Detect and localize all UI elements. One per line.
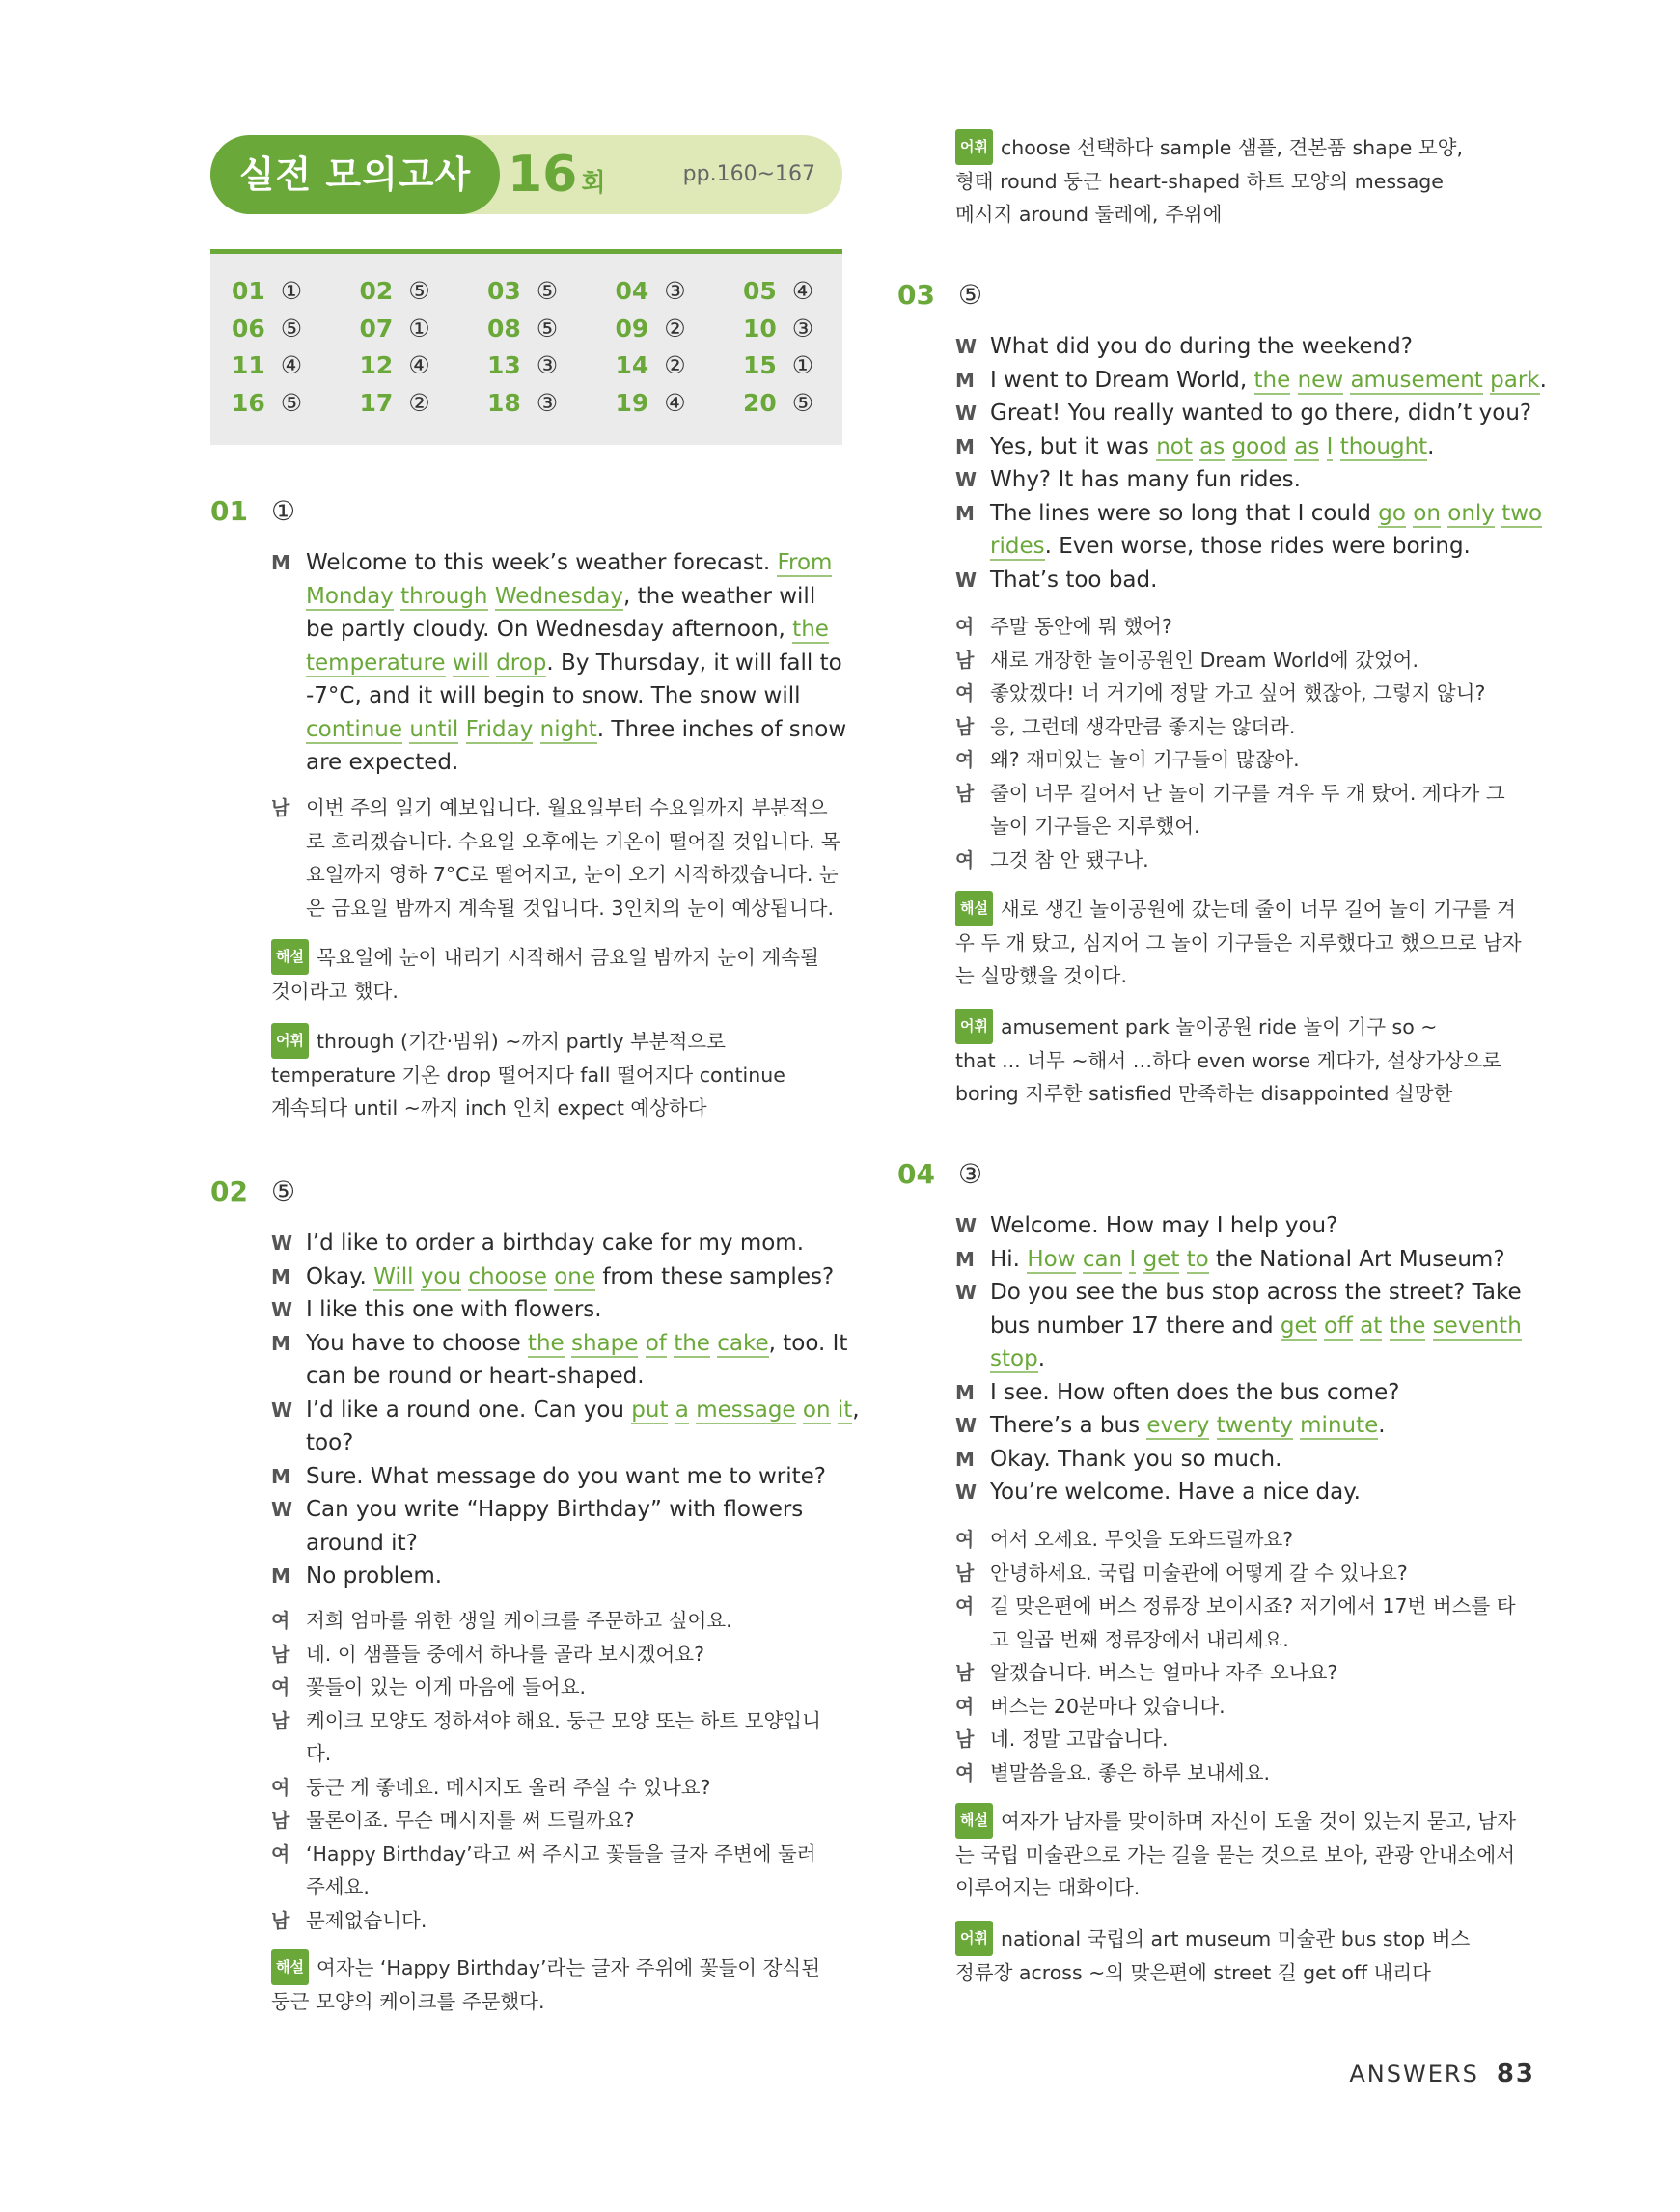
translation-line: 남 응, 그런데 생각만큼 좋지는 않더라. (955, 710, 1505, 744)
translation-line: 남 문제없습니다. (271, 1904, 821, 1938)
explanation-line: 해설 목요일에 눈이 내리기 시작해서 금요일 밤까지 눈이 계속될 (271, 941, 819, 975)
translation-line: 여 주말 동안에 뭐 했어? (955, 610, 1505, 644)
blank-answer: cake (717, 1330, 769, 1356)
blank-answer: the (1389, 1313, 1426, 1339)
vocab-line: 메시지 around 둘레에, 주위에 (955, 203, 1223, 226)
page-footer (1349, 2060, 1535, 2088)
vocab-line: 어휘 through (기간·범위) ~까지 partly 부분적으로 (271, 1025, 785, 1059)
blank-answer: Wednesday (494, 583, 623, 609)
blank-answer: amusement (1350, 367, 1483, 393)
translation-line: 여 어서 오세요. 무엇을 도와드릴까요? (955, 1523, 1516, 1557)
blank-answer: message (696, 1396, 796, 1423)
q02-script (271, 1227, 860, 1593)
speaker-label: 여 (955, 615, 975, 638)
explanation-line: 이루어지는 대화이다. (955, 1876, 1141, 1899)
translation-line: 남 물론이죠. 무슨 메시지를 써 드릴까요? (271, 1804, 821, 1838)
blank-answer: as (1294, 433, 1320, 459)
speaker-label: W (955, 468, 978, 491)
blank-answer: the (527, 1330, 565, 1356)
question-03-heading (897, 279, 982, 311)
answer-cell (360, 351, 476, 379)
speaker-label: 남 (955, 1561, 975, 1585)
script-line: Monday through Wednesday, the weather will (306, 583, 816, 609)
translation-line: 남 네. 이 샘플들 중에서 하나를 골라 보시겠어요? (271, 1638, 821, 1672)
answer-mark: ⑤ (280, 314, 303, 343)
blank-answer: Will (373, 1263, 414, 1289)
translation-line: 여 꽃들이 있는 이게 마음에 들어요. (271, 1671, 821, 1704)
page-number: 83 (1496, 2060, 1535, 2088)
blank-answer: park (1490, 367, 1540, 393)
vocab-line: boring 지루한 satisfied 만족하는 disappointed 실망한 (955, 1082, 1453, 1105)
question-number: 02 (210, 1175, 248, 1207)
script-line: M Welcome to this week’s weather forecast. From (271, 546, 846, 580)
answer-cell (743, 315, 859, 343)
answer-mark: ① (791, 351, 814, 379)
translation-line: 고 일곱 번째 정류장에서 내리세요. (990, 1627, 1289, 1651)
blank-answer: not (1156, 433, 1193, 459)
speaker-label: 남 (271, 1809, 290, 1832)
vocab-line: 어휘 choose 선택하다 sample 샘플, 견본품 shape 모양, (955, 131, 1463, 165)
blank-answer: two (1501, 500, 1543, 526)
vocab-tag: 어휘 (955, 129, 993, 165)
script-line: W That’s too bad. (955, 564, 1547, 597)
speaker-label: 여 (271, 1609, 290, 1632)
blank-answer: get (1143, 1246, 1180, 1272)
answer-cell (487, 389, 603, 417)
script-line: W I like this one with flowers. (271, 1293, 860, 1327)
question-answer: ⑤ (270, 1175, 296, 1207)
blank-answer: it (837, 1396, 853, 1423)
section-title: 실전 모의고사 (210, 135, 500, 214)
explanation-tag: 해설 (271, 1949, 309, 1985)
script-line: continue until Friday night. Three inches of snow (306, 716, 847, 742)
translation-line: 여 좋았겠다! 너 거기에 정말 가고 싶어 했잖아, 그렇지 않니? (955, 677, 1505, 710)
answer-mark: ⑤ (536, 314, 559, 343)
blank-answer: minute (1300, 1413, 1379, 1438)
script-line: W Great! You really wanted to go there, didn’t you? (955, 397, 1547, 430)
answer-mark: ③ (536, 351, 559, 379)
header-banner (210, 135, 842, 214)
vocab-line: 형태 round 둥근 heart-shaped 하트 모양의 message (955, 169, 1444, 193)
blank-answer: of (645, 1330, 667, 1356)
translation-line: 놀이 기구들은 지루했어. (990, 815, 1200, 838)
explanation-tag: 해설 (955, 1803, 993, 1839)
speaker-label: 남 (955, 1661, 975, 1684)
answer-mark: ② (664, 351, 686, 379)
answer-number: 09 (615, 314, 649, 343)
answer-number: 04 (615, 277, 649, 305)
blank-answer: you (420, 1263, 462, 1289)
translation-line: 은 금요일 밤까지 계속될 것입니다. 3인치의 눈이 예상됩니다. (306, 896, 834, 920)
answer-mark: ⑤ (536, 277, 559, 305)
q03-vocabulary (955, 1010, 1501, 1111)
blank-answer: drop (496, 650, 547, 676)
answer-number: 12 (359, 351, 394, 379)
answer-mark: ④ (408, 351, 430, 379)
answer-mark: ③ (791, 314, 814, 343)
explanation-line: 는 실망했을 것이다. (955, 964, 1127, 987)
speaker-label: W (271, 1397, 293, 1422)
blank-answer: temperature (306, 650, 446, 676)
answer-mark: ① (408, 314, 430, 343)
blank-answer: will (452, 650, 489, 676)
answer-cell (616, 389, 731, 417)
blank-answer: How (1027, 1246, 1076, 1272)
blank-answer: every (1146, 1413, 1210, 1438)
answer-mark: ③ (664, 277, 686, 305)
speaker-label: 남 (271, 1708, 290, 1732)
answer-number: 13 (487, 351, 521, 379)
speaker-label: 여 (955, 681, 975, 705)
blank-answer: From (777, 550, 833, 575)
answer-cell (743, 277, 859, 305)
speaker-label: W (955, 1480, 978, 1504)
page-range: pp.160~167 (682, 162, 815, 186)
translation-line: 남 케이크 모양도 정하셔야 해요. 둥근 모양 또는 하트 모양입니 (271, 1704, 821, 1738)
q01-explanation (271, 941, 819, 1008)
q02-translation (271, 1604, 821, 1937)
answer-cell (743, 389, 859, 417)
blank-answer: put (631, 1396, 669, 1423)
speaker-label: W (955, 1214, 978, 1237)
blank-answer: Friday (465, 716, 534, 742)
answer-cell (360, 277, 476, 305)
speaker-label: M (955, 434, 975, 458)
vocab-line: 정류장 across ~의 맞은편에 street 길 get off 내리다 (955, 1960, 1431, 1984)
blank-answer: twenty (1216, 1413, 1293, 1438)
answer-number: 10 (743, 314, 777, 343)
blank-answer: the (674, 1330, 710, 1356)
script-line: M Sure. What message do you want me to write? (271, 1460, 860, 1494)
speaker-label: W (955, 1281, 978, 1304)
blank-answer: on (802, 1396, 831, 1423)
script-line: around it? (306, 1530, 418, 1556)
script-line: bus number 17 there and get off at the seventh (990, 1313, 1522, 1339)
answer-number: 05 (743, 277, 777, 305)
answer-number: 02 (359, 277, 394, 305)
answer-cell (232, 351, 347, 379)
blank-answer: can (1082, 1246, 1123, 1272)
answer-cell (487, 315, 603, 343)
vocab-tag: 어휘 (955, 1921, 993, 1956)
answer-number: 15 (743, 351, 777, 379)
script-line: can be round or heart-shaped. (306, 1364, 645, 1389)
answer-number: 18 (487, 388, 521, 417)
speaker-label: W (271, 1498, 293, 1521)
translation-line: 다. (306, 1742, 332, 1765)
answer-grid (210, 249, 842, 445)
answer-cell (232, 389, 347, 417)
script-line: rides. Even worse, those rides were boring. (990, 534, 1471, 559)
answer-number: 11 (232, 351, 265, 379)
speaker-label: 여 (271, 1775, 290, 1799)
translation-line: 남 네. 정말 고맙습니다. (955, 1723, 1516, 1756)
speaker-label: 여 (271, 1675, 290, 1699)
answer-cell (360, 389, 476, 417)
q04-script (955, 1209, 1522, 1509)
translation-line: 남 이번 주의 일기 예보입니다. 월요일부터 수요일까지 부분적으 (271, 791, 840, 825)
answer-number: 07 (359, 314, 394, 343)
speaker-label: 남 (955, 714, 975, 738)
speaker-label: 남 (271, 1908, 290, 1932)
speaker-label: M (271, 1264, 290, 1288)
translation-line: 요일까지 영하 7°C로 떨어지고, 눈이 오기 시작하겠습니다. 눈 (306, 863, 839, 886)
speaker-label: W (271, 1231, 293, 1255)
vocab-line: 어휘 amusement park 놀이공원 ride 놀이 기구 so ~ (955, 1010, 1501, 1044)
answer-cell (743, 351, 859, 379)
question-01-heading (210, 495, 295, 527)
answer-cell (616, 277, 731, 305)
answer-number: 19 (615, 388, 649, 417)
speaker-label: 여 (955, 1694, 975, 1718)
script-line: W What did you do during the weekend? (955, 330, 1547, 364)
explanation-tag: 해설 (955, 891, 993, 926)
script-line: stop. (990, 1346, 1045, 1371)
speaker-label: M (955, 1247, 975, 1271)
translation-line: 로 흐리겠습니다. 수요일 오후에는 기온이 떨어질 것입니다. 목 (306, 829, 840, 853)
blank-answer: get (1280, 1313, 1317, 1339)
answer-cell (360, 315, 476, 343)
speaker-label: 여 (955, 1594, 975, 1618)
q01-script (271, 546, 846, 780)
speaker-label: W (955, 401, 978, 425)
translation-line: 남 알겠습니다. 버스는 얼마나 자주 오나요? (955, 1656, 1516, 1690)
speaker-label: 여 (271, 1841, 290, 1866)
blank-answer: I (1326, 433, 1334, 459)
blank-answer: rides (990, 534, 1045, 559)
speaker-label: M (271, 1564, 290, 1588)
script-line: M I went to Dream World, the new amusement park. (955, 364, 1547, 398)
script-line: M Okay. Will you choose one from these samples? (271, 1260, 860, 1294)
vocab-line: temperature 기온 drop 떨어지다 fall 떨어지다 continue (271, 1063, 785, 1087)
answer-cell (232, 315, 347, 343)
blank-answer: stop (990, 1346, 1038, 1371)
answer-number: 08 (487, 314, 521, 343)
speaker-label: 남 (955, 781, 975, 805)
blank-answer: one (554, 1263, 596, 1289)
answer-number: 03 (487, 277, 521, 305)
speaker-label: 여 (955, 847, 975, 871)
answer-number: 01 (232, 277, 265, 305)
answer-mark: ④ (791, 277, 814, 305)
test-number-value: 16 (508, 146, 578, 204)
q02-vocabulary (955, 131, 1463, 232)
explanation-line: 해설 새로 생긴 놀이공원에 갔는데 줄이 너무 길어 놀이 기구를 겨 (955, 893, 1522, 926)
script-line: M Yes, but it was not as good as I thought. (955, 430, 1547, 464)
answer-cell (232, 277, 347, 305)
q01-vocabulary (271, 1025, 785, 1125)
script-line: M The lines were so long that I could go on only two (955, 497, 1547, 531)
script-line: W Welcome. How may I help you? (955, 1209, 1522, 1243)
script-line: M No problem. (271, 1560, 860, 1593)
blank-answer: choose (468, 1263, 547, 1289)
translation-line: 여 저희 엄마를 위한 생일 케이크를 주문하고 싶어요. (271, 1604, 821, 1638)
blank-answer: only (1447, 500, 1495, 526)
blank-answer: shape (570, 1330, 639, 1356)
blank-answer: off (1323, 1313, 1353, 1339)
explanation-line: 것이라고 했다. (271, 979, 399, 1003)
q03-explanation (955, 893, 1522, 993)
script-line: W Can you write “Happy Birthday” with flowers (271, 1493, 860, 1527)
script-line: M You have to choose the shape of the cake, too. It (271, 1327, 860, 1361)
speaker-label: 남 (271, 1642, 290, 1666)
translation-line: 여 그것 참 안 됐구나. (955, 843, 1505, 877)
script-line: W Do you see the bus stop across the street? Take (955, 1276, 1522, 1310)
q04-translation (955, 1523, 1516, 1789)
explanation-line: 둥근 모양의 케이크를 주문했다. (271, 1989, 545, 2013)
speaker-label: W (955, 335, 978, 358)
question-04-heading (897, 1158, 982, 1190)
script-line: too? (306, 1430, 354, 1455)
explanation-line: 는 국립 미술관으로 가는 길을 묻는 것으로 보아, 관광 안내소에서 (955, 1842, 1516, 1866)
script-line: W You’re welcome. Have a nice day. (955, 1476, 1522, 1509)
translation-line: 남 줄이 너무 길어서 난 놀이 기구를 겨우 두 개 탔어. 게다가 그 (955, 777, 1505, 811)
blank-answer: the (1253, 367, 1291, 393)
script-line: W I’d like a round one. Can you put a message on it, (271, 1394, 860, 1427)
answer-mark: ⑤ (280, 388, 303, 417)
blank-answer: new (1297, 367, 1344, 393)
script-line: M Hi. How can I get to the National Art Museum? (955, 1243, 1522, 1277)
script-line: W There’s a bus every twenty minute. (955, 1409, 1522, 1443)
explanation-tag: 해설 (271, 939, 309, 975)
question-02-heading (210, 1175, 295, 1207)
answer-mark: ⑤ (408, 277, 430, 305)
speaker-label: 남 (955, 1728, 975, 1751)
speaker-label: M (271, 551, 290, 574)
answer-mark: ④ (280, 351, 303, 379)
vocab-tag: 어휘 (955, 1009, 993, 1044)
speaker-label: W (271, 1298, 293, 1321)
speaker-label: M (955, 368, 975, 392)
answer-mark: ⑤ (791, 388, 814, 417)
answer-cell (616, 351, 731, 379)
answer-cell (487, 277, 603, 305)
answer-number: 06 (232, 314, 265, 343)
translation-line: 여 별말씀을요. 좋은 하루 보내세요. (955, 1756, 1516, 1790)
vocab-line: that ... 너무 ~해서 …하다 even worse 게다가, 설상가상으로 (955, 1048, 1501, 1072)
blank-answer: until (409, 716, 459, 742)
speaker-label: M (271, 1331, 290, 1355)
translation-line: 주세요. (306, 1875, 370, 1898)
question-number: 03 (897, 279, 935, 311)
blank-answer: a (675, 1396, 689, 1423)
answer-number: 16 (232, 388, 265, 417)
answer-cell (616, 315, 731, 343)
vocab-line: 계속되다 until ~까지 inch 인치 expect 예상하다 (271, 1096, 707, 1120)
blank-answer: continue (306, 716, 403, 742)
translation-line: 여 둥근 게 좋네요. 메시지도 올려 주실 수 있나요? (271, 1771, 821, 1805)
answer-cell (487, 351, 603, 379)
speaker-label: 남 (955, 648, 975, 672)
question-answer: ③ (957, 1158, 983, 1190)
speaker-label: W (955, 567, 978, 592)
answer-number: 17 (359, 388, 394, 417)
answer-mark: ③ (536, 388, 559, 417)
blank-answer: night (539, 716, 597, 742)
script-line: M I see. How often does the bus come? (955, 1376, 1522, 1410)
blank-answer: Monday (306, 583, 394, 609)
blank-answer: through (400, 583, 488, 609)
script-line: are expected. (306, 750, 459, 775)
speaker-label: 여 (955, 1760, 975, 1784)
q01-translation (271, 791, 840, 925)
speaker-label: M (955, 1380, 975, 1404)
q04-vocabulary (955, 1922, 1470, 1989)
blank-answer: as (1199, 433, 1226, 459)
q02-explanation (271, 1951, 820, 2018)
footer-label: ANSWERS (1349, 2060, 1479, 2088)
blank-answer: at (1360, 1313, 1383, 1339)
answer-number: 20 (743, 388, 777, 417)
explanation-line: 해설 여자는 ‘Happy Birthday’라는 글자 주위에 꽃들이 장식된 (271, 1951, 820, 1985)
script-line: W Why? It has many fun rides. (955, 463, 1547, 497)
answer-mark: ① (280, 277, 303, 305)
speaker-label: 여 (955, 748, 975, 771)
explanation-line: 우 두 개 탔고, 심지어 그 놀이 기구들은 지루했다고 했으므로 남자 (955, 930, 1522, 954)
question-answer: ⑤ (957, 279, 983, 311)
question-answer: ① (270, 495, 296, 527)
blank-answer: seventh (1432, 1313, 1522, 1339)
speaker-label: M (955, 501, 975, 525)
speaker-label: W (955, 1414, 978, 1437)
test-number-suffix: 회 (581, 169, 606, 198)
q04-explanation (955, 1805, 1516, 1905)
speaker-label: M (955, 1447, 975, 1471)
script-line: W I’d like to order a birthday cake for my mom. (271, 1227, 860, 1260)
translation-line: 여 ‘Happy Birthday’라고 써 주시고 꽃들을 글자 주변에 둘러 (271, 1838, 821, 1871)
question-number: 04 (897, 1158, 935, 1190)
test-number (508, 135, 606, 214)
translation-line: 여 버스는 20분마다 있습니다. (955, 1690, 1516, 1724)
question-number: 01 (210, 495, 248, 527)
speaker-label: 남 (271, 796, 290, 819)
script-line: temperature will drop. By Thursday, it will fall to (306, 650, 842, 676)
translation-line: 남 새로 개장한 놀이공원인 Dream World에 갔었어. (955, 644, 1505, 677)
blank-answer: thought (1339, 433, 1428, 459)
answer-number: 14 (615, 351, 649, 379)
q03-script (955, 330, 1547, 596)
translation-line: 여 왜? 재미있는 놀이 기구들이 많잖아. (955, 743, 1505, 777)
answer-mark: ② (664, 314, 686, 343)
blank-answer: I (1129, 1246, 1137, 1272)
speaker-label: M (271, 1464, 290, 1488)
blank-answer: go (1378, 500, 1406, 526)
translation-line: 여 길 맞은편에 버스 정류장 보이시죠? 저기에서 17번 버스를 타 (955, 1590, 1516, 1623)
blank-answer: to (1186, 1246, 1209, 1272)
vocab-line: 어휘 national 국립의 art museum 미술관 bus stop 버스 (955, 1922, 1470, 1956)
explanation-line: 해설 여자가 남자를 맞이하며 자신이 도울 것이 있는지 묻고, 남자 (955, 1805, 1516, 1839)
blank-answer: the (792, 617, 829, 642)
script-line: M Okay. Thank you so much. (955, 1443, 1522, 1477)
translation-line: 남 안녕하세요. 국립 미술관에 어떻게 갈 수 있나요? (955, 1557, 1516, 1590)
speaker-label: 여 (955, 1528, 975, 1551)
vocab-tag: 어휘 (271, 1023, 309, 1059)
answer-mark: ② (408, 388, 430, 417)
q03-translation (955, 610, 1505, 876)
script-line: -7°C, and it will begin to snow. The snow will (306, 683, 801, 708)
blank-answer: good (1231, 433, 1287, 459)
answer-mark: ④ (664, 388, 686, 417)
blank-answer: on (1413, 500, 1441, 526)
script-line: be partly cloudy. On Wednesday afternoon, the (306, 617, 829, 642)
